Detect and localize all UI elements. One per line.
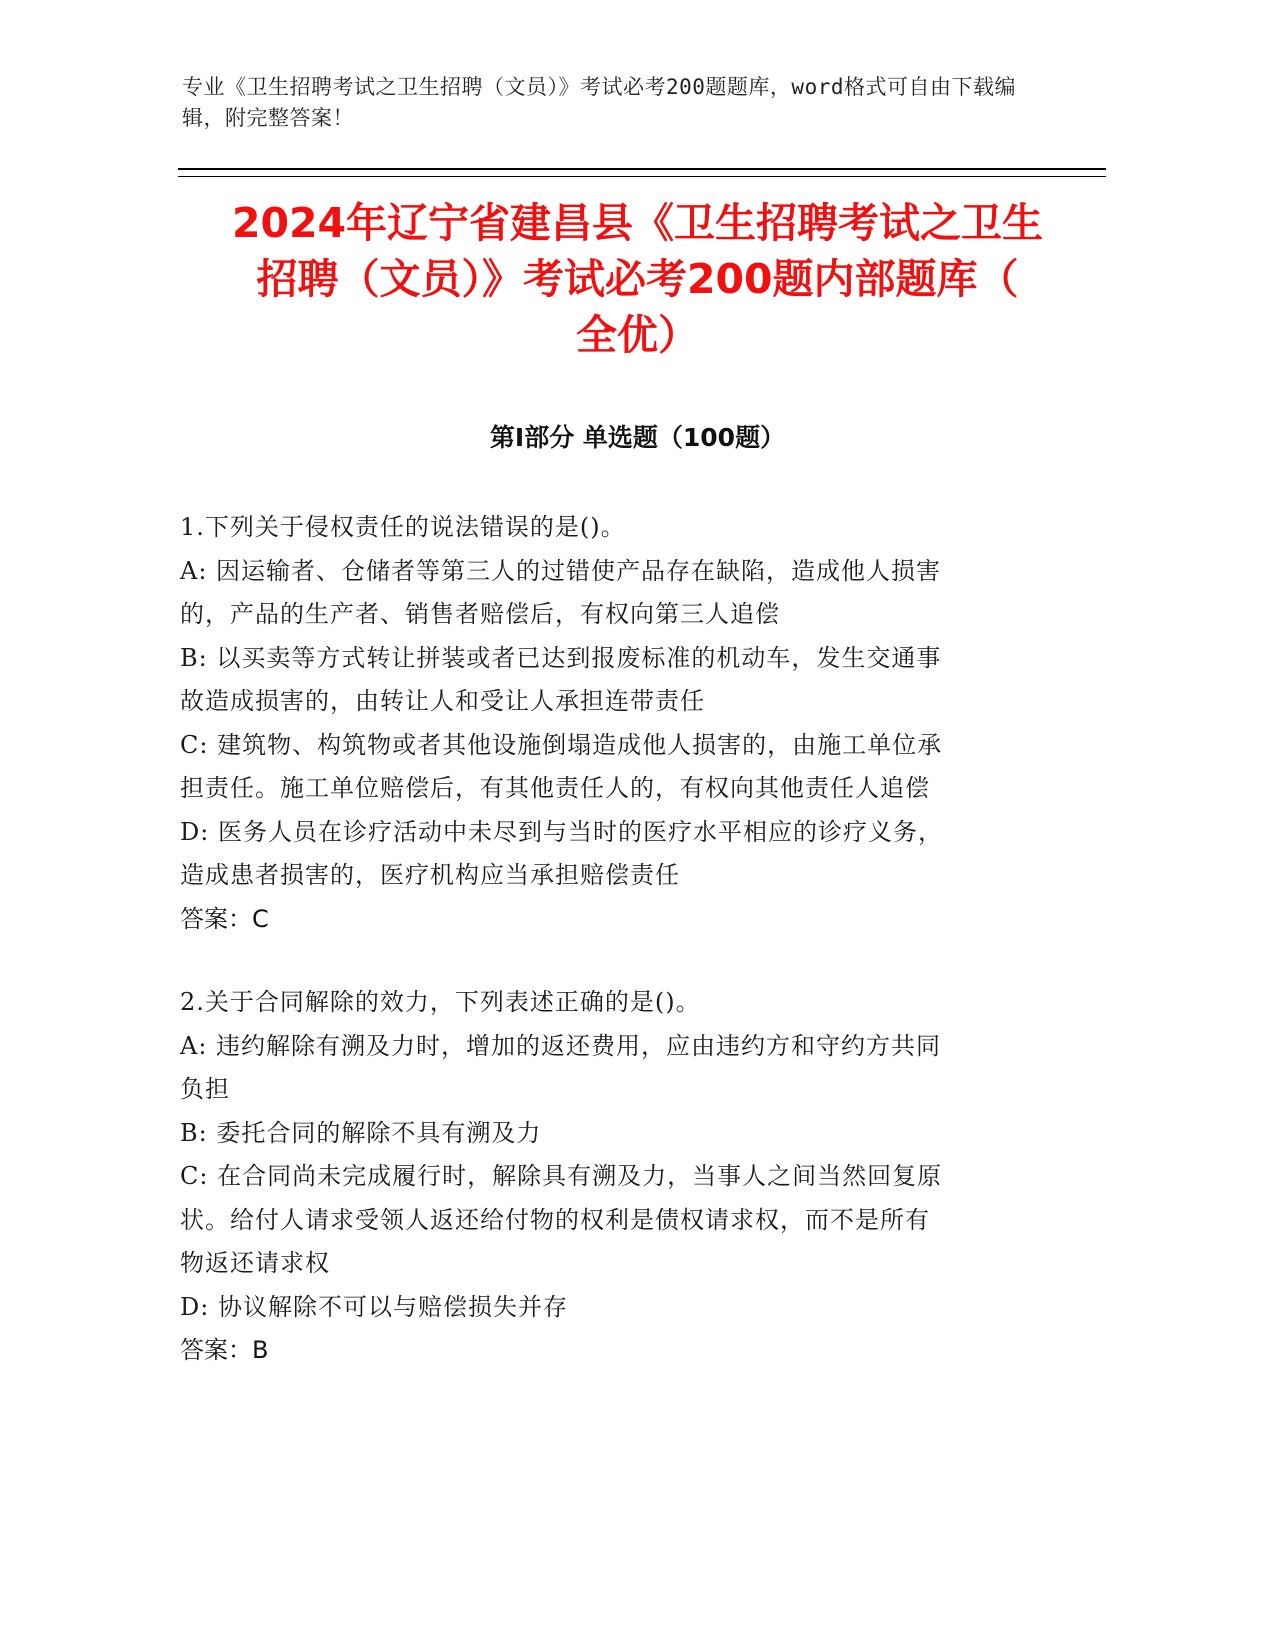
option-d: D: 医务人员在诊疗活动中未尽到与当时的医疗水平相应的诊疗义务， bbox=[180, 817, 943, 846]
answer: 答案：B bbox=[180, 1336, 269, 1364]
option-c: C: 建筑物、构筑物或者其他设施倒塌造成他人损害的，由施工单位承 bbox=[180, 730, 943, 759]
option-a-continued: 负担 bbox=[180, 1075, 230, 1103]
option-a-continued: 的，产品的生产者、销售者赔偿后，有权向第三人追偿 bbox=[180, 600, 780, 628]
title-line: 2024年辽宁省建昌县《卫生招聘考试之卫生 bbox=[231, 199, 1044, 247]
option-b: B: 委托合同的解除不具有溯及力 bbox=[180, 1118, 542, 1147]
question-stem: 2.关于合同解除的效力，下列表述正确的是()。 bbox=[180, 988, 701, 1016]
option-c-continued: 物返还请求权 bbox=[180, 1249, 330, 1277]
section-heading: 第Ⅰ部分 单选题（100题） bbox=[489, 423, 786, 452]
title-line: 招聘（文员）》考试必考200题内部题库（ bbox=[256, 255, 1019, 303]
option-c: C: 在合同尚未完成履行时，解除具有溯及力，当事人之间当然回复原 bbox=[180, 1162, 943, 1190]
question-2 bbox=[180, 981, 1040, 1373]
question-1 bbox=[180, 506, 1040, 941]
header-note: 专业《卫生招聘考试之卫生招聘（文员）》考试必考200题题库，word格式可自由下载编辑，附完整答案！ bbox=[182, 75, 1016, 130]
title-line: 全优） bbox=[576, 311, 699, 359]
option-b-continued: 故造成损害的，由转让人和受让人承担连带责任 bbox=[180, 687, 705, 715]
header-divider-thick bbox=[178, 168, 1106, 170]
header-divider-thin bbox=[178, 176, 1106, 177]
option-c-continued: 担责任。施工单位赔偿后，有其他责任人的，有权向其他责任人追偿 bbox=[180, 774, 930, 802]
answer: 答案：C bbox=[180, 904, 269, 933]
question-list bbox=[180, 506, 1040, 1413]
option-d-continued: 造成患者损害的，医疗机构应当承担赔偿责任 bbox=[180, 861, 680, 889]
option-a: A: 违约解除有溯及力时，增加的返还费用，应由违约方和守约方共同 bbox=[180, 1031, 942, 1060]
document-title bbox=[130, 195, 1145, 363]
option-c-continued: 状。给付人请求受领人返还给付物的权利是债权请求权，而不是所有 bbox=[180, 1205, 930, 1234]
option-d: D: 协议解除不可以与赔偿损失并存 bbox=[180, 1292, 568, 1321]
option-a: A: 因运输者、仓储者等第三人的过错使产品存在缺陷，造成他人损害 bbox=[180, 556, 942, 585]
option-b: B: 以买卖等方式转让拼装或者已达到报废标准的机动车，发生交通事 bbox=[180, 643, 942, 672]
question-stem: 1.下列关于侵权责任的说法错误的是()。 bbox=[180, 513, 626, 541]
